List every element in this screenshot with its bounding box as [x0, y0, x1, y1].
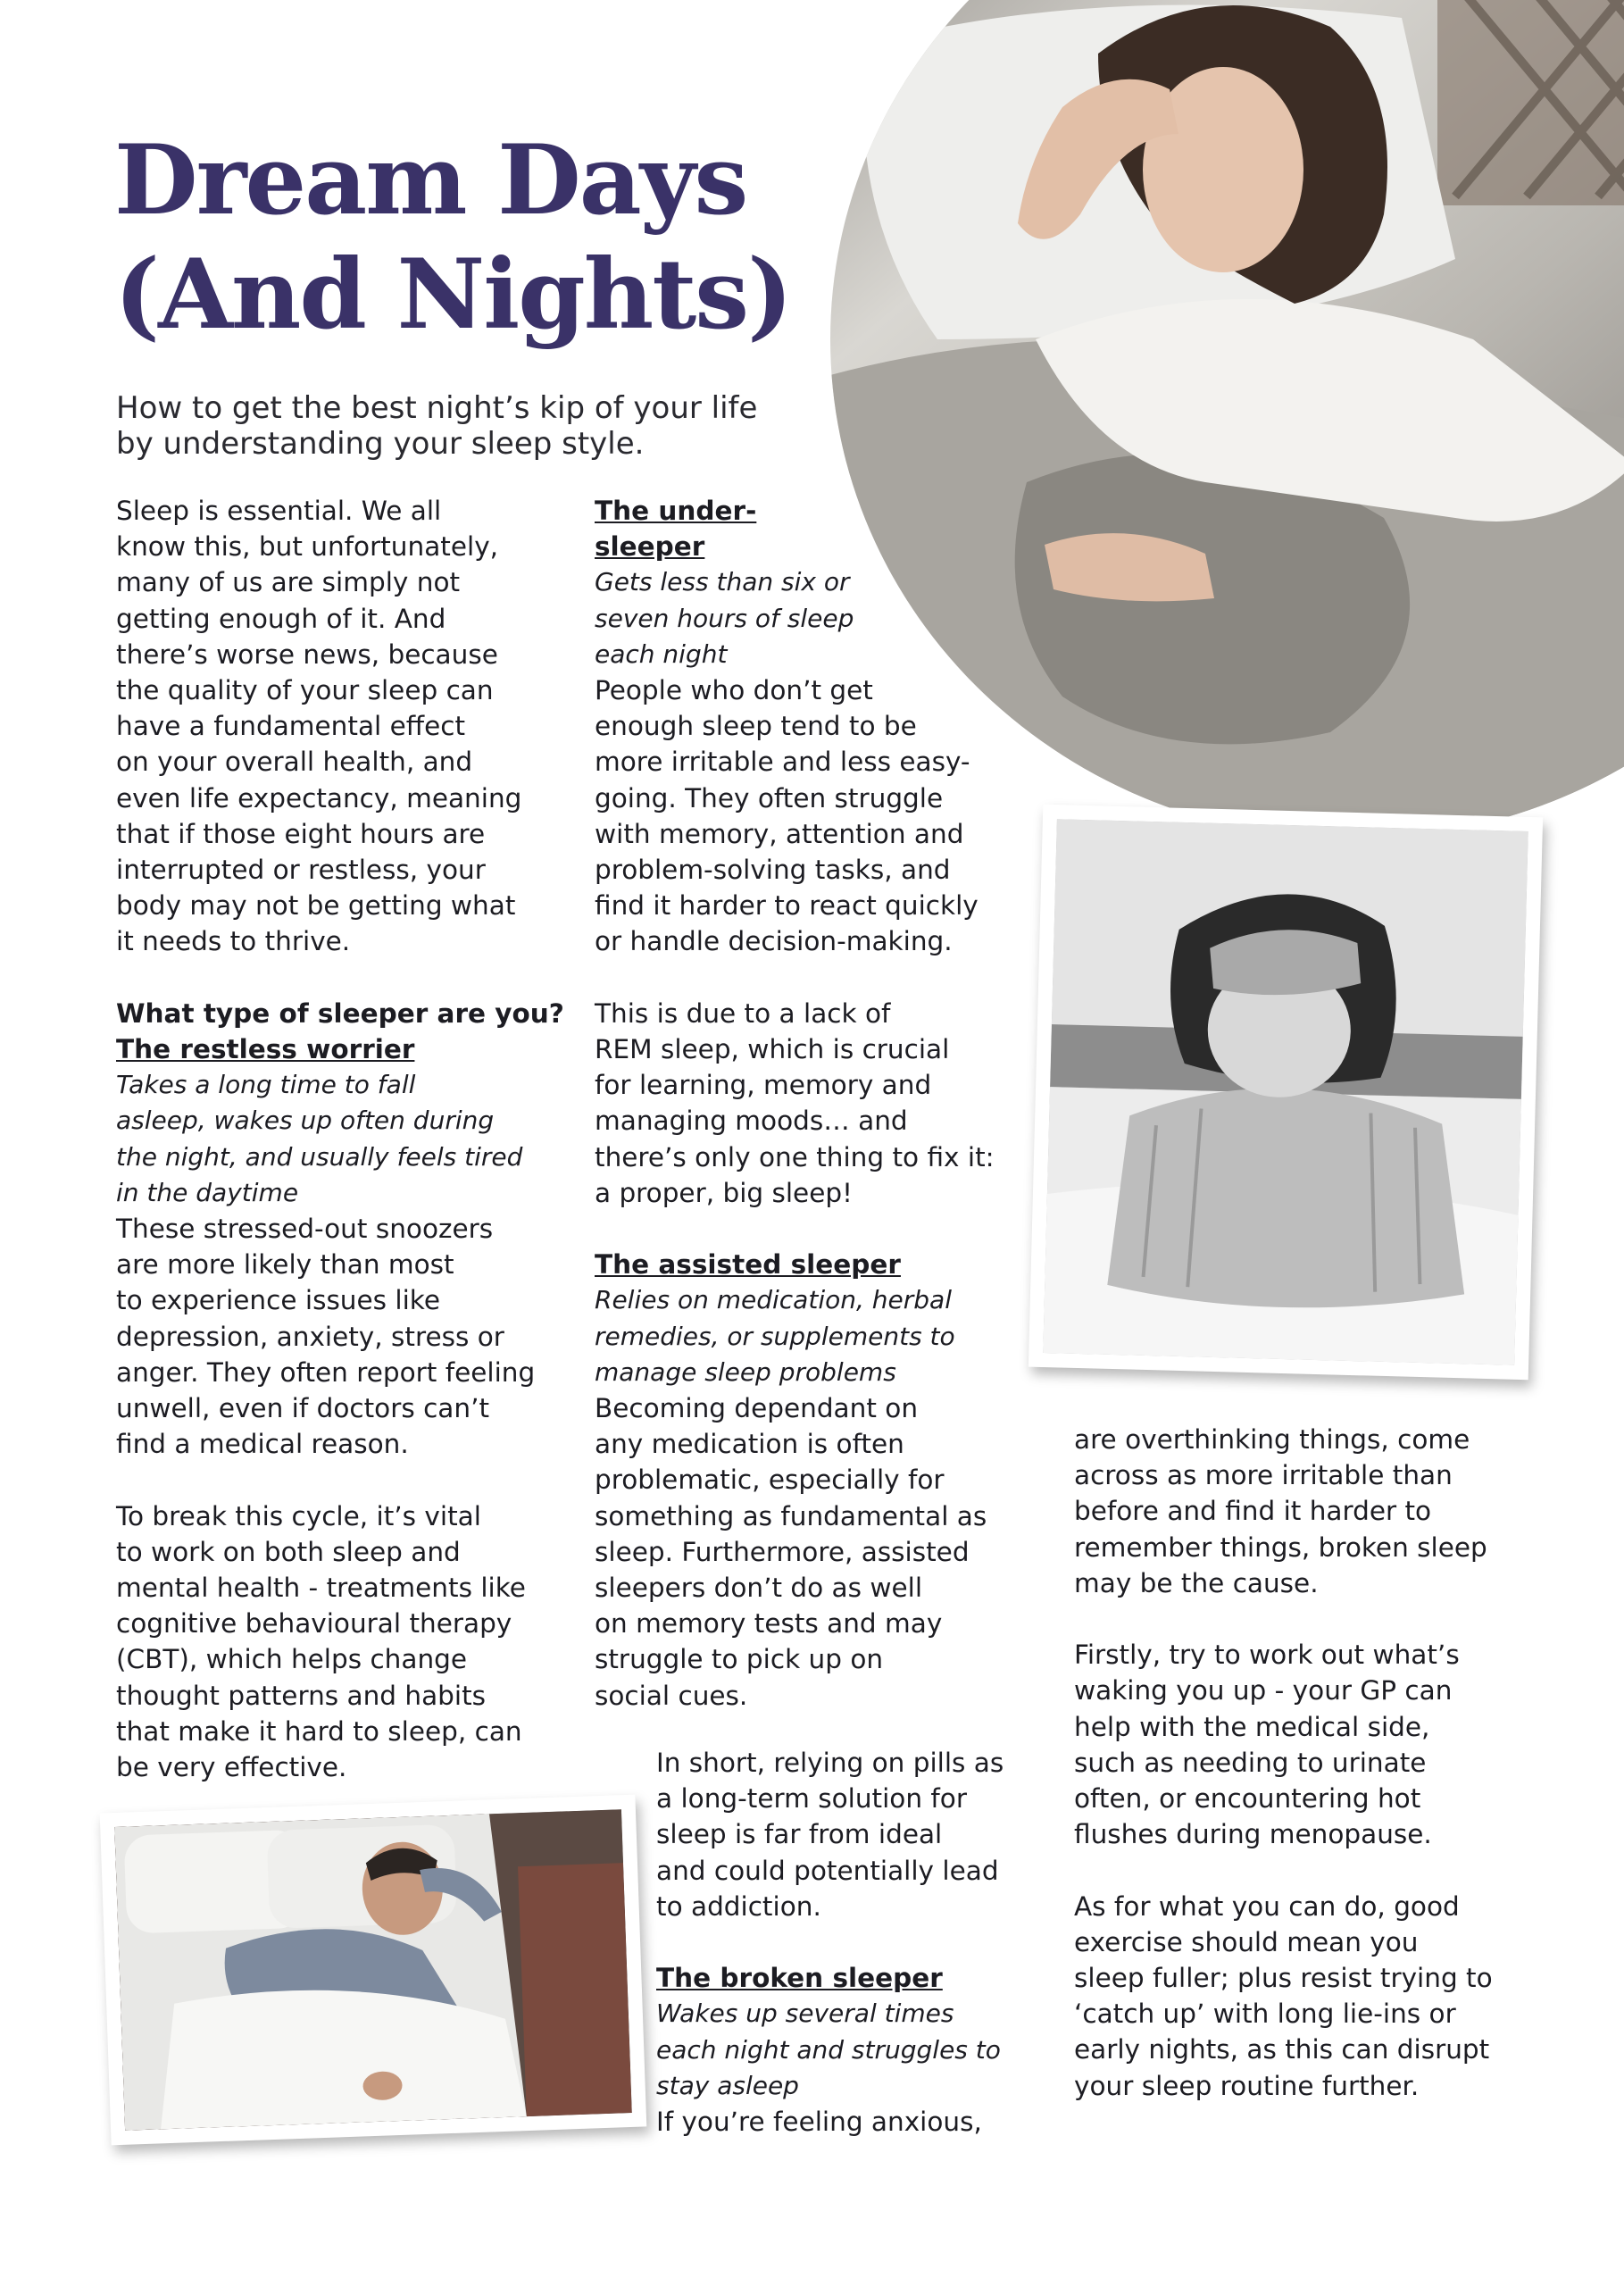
firstly-body-line: often, or encountering hot	[1074, 1783, 1421, 1815]
cycle-body-line: To break this cycle, it’s vital	[116, 1500, 481, 1531]
assisted-body-line: sleep. Furthermore, assisted	[595, 1536, 970, 1567]
intro-line: body may not be getting what	[116, 890, 516, 922]
restless-sub-line: Takes a long time to fall	[116, 1070, 416, 1100]
sleep-mask-photo-illustration	[1043, 819, 1528, 1365]
asfor-body-line: As for what you can do, good	[1074, 1890, 1460, 1922]
restless-sub-line: in the daytime	[116, 1177, 299, 1207]
asfor-body-line: sleep fuller; plus resist trying to	[1074, 1963, 1493, 1994]
under-body-line: with memory, attention and	[595, 818, 964, 849]
rem-body-line: for learning, memory and	[595, 1070, 932, 1101]
broken-sleeper-heading: The broken sleeper	[656, 1963, 943, 1994]
restless-worrier-heading: The restless worrier	[116, 1034, 415, 1065]
intro-line: many of us are simply not	[116, 567, 461, 598]
assisted-sleeper-heading: The assisted sleeper	[595, 1249, 901, 1281]
cycle-body-line: thought patterns and habits	[116, 1680, 487, 1711]
restless-body-line: These stressed-out snoozers	[116, 1214, 494, 1245]
under-sub-line: Gets less than six or	[595, 567, 850, 597]
assisted-body-line: struggle to pick up on	[595, 1644, 884, 1675]
rem-body-line: This is due to a lack of	[595, 997, 891, 1029]
cont-body-line: across as more irritable than	[1074, 1460, 1453, 1491]
restless-body-line: depression, anxiety, stress or	[116, 1321, 504, 1352]
asfor-body-line: ‘catch up’ with long lie-ins or	[1074, 1998, 1456, 2030]
broken-body-line: If you’re feeling anxious,	[656, 2107, 982, 2138]
under-sub-line: seven hours of sleep	[595, 603, 854, 633]
intro-line: there’s worse news, because	[116, 638, 498, 670]
assisted-body-line: problematic, especially for	[595, 1464, 945, 1496]
cycle-body-line: mental health - treatments like	[116, 1573, 526, 1604]
short-body-line: to addiction.	[656, 1890, 821, 1922]
assisted-body-line: something as fundamental as	[595, 1500, 987, 1531]
man-in-bed-photo-illustration	[114, 1809, 632, 2131]
intro-line: on your overall health, and	[116, 747, 473, 778]
intro-line: interrupted or restless, your	[116, 855, 486, 886]
restless-body-line: anger. They often report feeling	[116, 1356, 536, 1388]
short-body-line: In short, relying on pills as	[656, 1748, 1004, 1778]
under-body-line: more irritable and less easy-	[595, 747, 970, 778]
column-2	[595, 493, 1023, 1714]
assisted-body-line: social cues.	[595, 1680, 748, 1711]
under-body-line: or handle decision-making.	[595, 926, 953, 957]
section-question-heading: What type of sleeper are you?	[116, 997, 564, 1029]
assisted-sub-line: Relies on medication, herbal	[595, 1285, 952, 1315]
asfor-body-line: your sleep routine further.	[1074, 2070, 1420, 2101]
subtitle-line-1: How to get the best night’s kip of your life	[116, 390, 758, 426]
restless-sub-line: the night, and usually feels tired	[116, 1141, 523, 1172]
assisted-body-line: on memory tests and may	[595, 1608, 943, 1640]
title-line-1: Dream Days	[114, 124, 747, 237]
assisted-body-line: any medication is often	[595, 1429, 904, 1460]
restless-body-line: unwell, even if doctors can’t	[116, 1393, 490, 1424]
column-1	[116, 493, 562, 1785]
assisted-sub-line: remedies, or supplements to	[595, 1321, 955, 1351]
intro-line: have a fundamental effect	[116, 711, 466, 742]
cycle-body-line: to work on both sleep and	[116, 1536, 461, 1567]
intro-line: Sleep is essential. We all	[116, 496, 442, 526]
cycle-body-line: cognitive behavioural therapy	[116, 1608, 512, 1640]
firstly-body-line: flushes during menopause.	[1074, 1819, 1432, 1850]
restless-body-line: find a medical reason.	[116, 1429, 409, 1460]
title-line-2: (And Nights)	[114, 238, 792, 351]
firstly-body-line: help with the medical side,	[1074, 1711, 1430, 1742]
article-title	[114, 123, 791, 352]
photo-woman-sleep-mask	[1029, 805, 1543, 1380]
restless-sub-line: asleep, wakes up often during	[116, 1106, 495, 1136]
assisted-body-line: sleepers don’t do as well	[595, 1573, 923, 1604]
under-body-line: find it harder to react quickly	[595, 890, 979, 922]
intro-line: even life expectancy, meaning	[116, 782, 522, 814]
short-body-line: sleep is far from ideal	[656, 1819, 943, 1850]
firstly-body-line: such as needing to urinate	[1074, 1747, 1427, 1778]
intro-line: getting enough of it. And	[116, 603, 446, 634]
intro-line: know this, but unfortunately,	[116, 531, 499, 563]
under-body-line: problem-solving tasks, and	[595, 855, 951, 886]
broken-sub-line: Wakes up several times	[656, 1998, 954, 2029]
column-2-lower	[656, 1745, 1049, 2140]
under-sub-line: each night	[595, 638, 728, 669]
column-3	[1074, 1422, 1538, 2104]
assisted-sub-line: manage sleep problems	[595, 1356, 896, 1387]
asfor-body-line: early nights, as this can disrupt	[1074, 2034, 1490, 2065]
cont-body-line: remember things, broken sleep	[1074, 1531, 1487, 1563]
rem-body-line: there’s only one thing to fix it:	[595, 1141, 995, 1172]
under-body-line: People who don’t get	[595, 675, 873, 706]
firstly-body-line: Firstly, try to work out what’s	[1074, 1640, 1460, 1671]
subtitle-line-2: by understanding your sleep style.	[116, 426, 645, 462]
cont-body-line: may be the cause.	[1074, 1567, 1319, 1598]
restless-body-line: to experience issues like	[116, 1285, 440, 1316]
restless-body-line: are more likely than most	[116, 1249, 454, 1281]
assisted-body-line: Becoming dependant on	[595, 1393, 919, 1424]
under-sleeper-heading: sleeper	[595, 531, 705, 563]
broken-sub-line: each night and struggles to	[656, 2034, 1001, 2065]
photo-man-in-bed	[100, 1795, 647, 2146]
intro-line: the quality of your sleep can	[116, 675, 494, 706]
cycle-body-line: be very effective.	[116, 1752, 347, 1783]
cycle-body-line: that make it hard to sleep, can	[116, 1715, 522, 1747]
cycle-body-line: (CBT), which helps change	[116, 1644, 468, 1675]
cont-body-line: are overthinking things, come	[1074, 1424, 1470, 1455]
firstly-body-line: waking you up - your GP can	[1074, 1675, 1453, 1706]
cont-body-line: before and find it harder to	[1074, 1496, 1432, 1527]
intro-line: it needs to thrive.	[116, 926, 351, 957]
rem-body-line: managing moods… and	[595, 1106, 908, 1137]
article-subtitle	[116, 390, 757, 462]
intro-line: that if those eight hours are	[116, 818, 486, 849]
rem-body-line: a proper, big sleep!	[595, 1177, 853, 1208]
asfor-body-line: exercise should mean you	[1074, 1926, 1419, 1957]
under-sleeper-heading: The under-	[595, 496, 757, 526]
broken-sub-line: stay asleep	[656, 2070, 799, 2100]
under-body-line: going. They often struggle	[595, 782, 944, 814]
rem-body-line: REM sleep, which is crucial	[595, 1034, 950, 1065]
short-body-line: and could potentially lead	[656, 1855, 999, 1886]
under-body-line: enough sleep tend to be	[595, 711, 917, 742]
short-body-line: a long-term solution for	[656, 1783, 967, 1815]
